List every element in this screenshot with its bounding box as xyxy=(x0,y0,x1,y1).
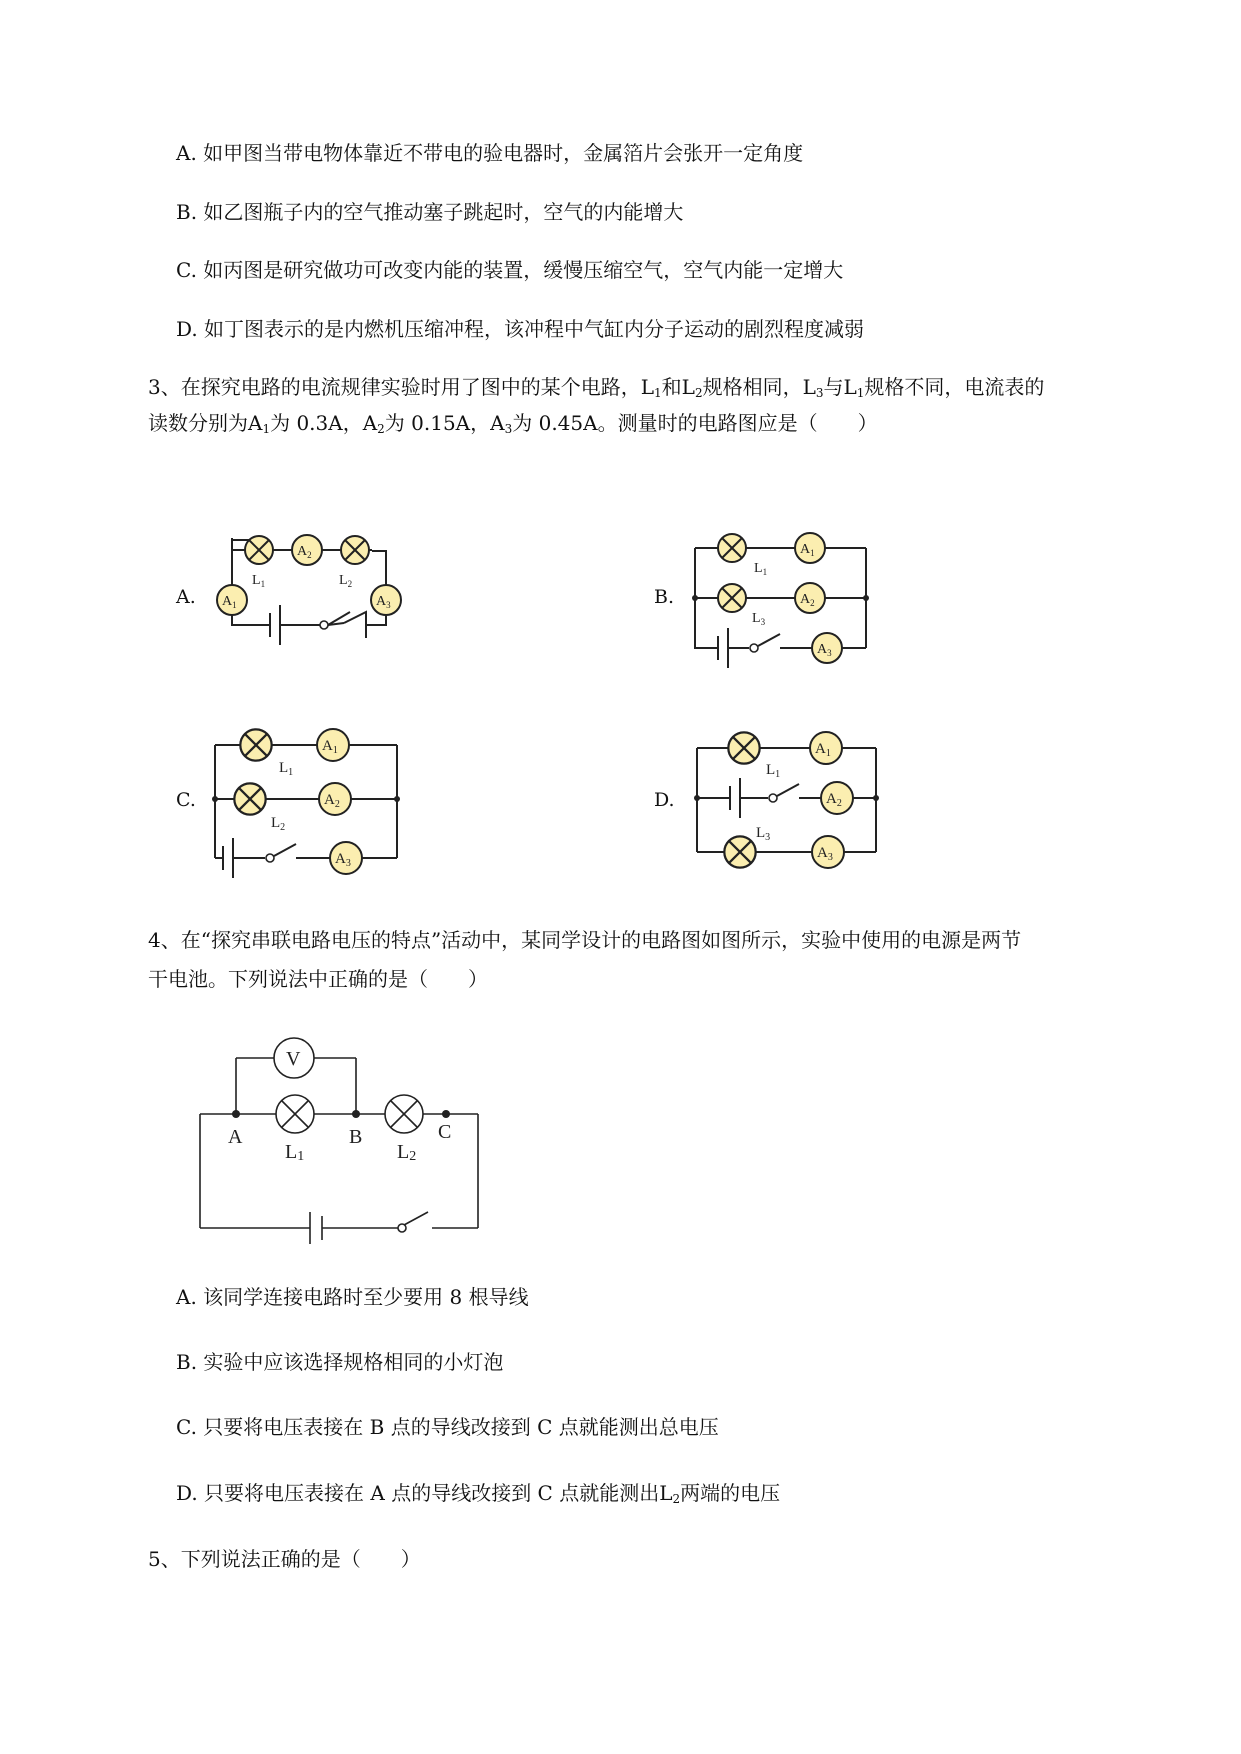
q3-option-a-label: A. xyxy=(176,586,196,608)
d-ammeter1-label: $A_1$ xyxy=(815,741,831,759)
d-ammeter2-label: $A_2$ xyxy=(826,791,842,809)
q3-option-d-label: D. xyxy=(654,789,675,811)
l1-label: L1 xyxy=(285,1141,305,1164)
c-lamp2-label: $L_2$ xyxy=(271,815,286,833)
circuit-q4 xyxy=(200,1058,478,1244)
b-ammeter2-label: $A_2$ xyxy=(800,592,815,608)
d-lamp1-label: $L_1$ xyxy=(766,762,781,780)
q5-stem: 5、下列说法正确的是（ ） xyxy=(148,1547,421,1571)
q2-option-d: D. 如丁图表示的是内燃机压缩冲程，该冲程中气缸内分子运动的剧烈程度减弱 xyxy=(176,317,865,341)
q3-stem-line1: 3、在探究电路的电流规律实验时用了图中的某个电路，$L_1$和$L_2$规格相同，$L_3$与$L_1$规格不同，电流表的 xyxy=(148,375,1045,400)
circuit-c-parts xyxy=(212,729,400,874)
b-lamp1-label: $L_1$ xyxy=(754,561,768,577)
point-c-label: C xyxy=(438,1121,452,1143)
q4-stem-line2: 干电池。下列说法中正确的是（ ） xyxy=(148,967,488,991)
q4-option-a: A. 该同学连接电路时至少要用 8 根导线 xyxy=(176,1285,529,1309)
q4-option-b: B. 实验中应该选择规格相同的小灯泡 xyxy=(176,1350,504,1374)
lamp-l1 xyxy=(276,1095,314,1133)
a-ammeter1-label: $A_1$ xyxy=(222,594,237,610)
point-c-dot xyxy=(442,1110,450,1118)
c-ammeter2-label: $A_2$ xyxy=(324,792,340,810)
a-lamp2-label: $L_2$ xyxy=(339,573,353,589)
a-ammeter2-label: $A_2$ xyxy=(297,544,312,560)
lamp-l2 xyxy=(385,1095,423,1133)
q2-option-a: A. 如甲图当带电物体靠近不带电的验电器时，金属箔片会张开一定角度 xyxy=(176,141,804,165)
q3-stem-line2: 读数分别为$A_1$为 0.3A，$A_2$为 0.15A，$A_3$为 0.45A。测量时的电路图应是（ ） xyxy=(148,411,878,436)
c-lamp1-label: $L_1$ xyxy=(279,760,294,778)
switch-contact xyxy=(398,1224,406,1232)
point-b-label: B xyxy=(349,1126,363,1148)
q2-option-b: B. 如乙图瓶子内的空气推动塞子跳起时，空气的内能增大 xyxy=(176,200,684,224)
q4-option-d: D. 只要将电压表接在 A 点的导线改接到 C 点就能测出$L_2$两端的电压 xyxy=(176,1481,781,1506)
b-lamp3-label: $L_3$ xyxy=(752,611,766,627)
a-ammeter3-label: $A_3$ xyxy=(376,594,391,610)
point-a-label: A xyxy=(228,1126,243,1148)
l2-label: L2 xyxy=(397,1141,417,1164)
q4-stem-line1: 4、在“探究串联电路电压的特点”活动中，某同学设计的电路图如图所示，实验中使用的电源是两节 xyxy=(148,928,1022,952)
voltmeter-label: V xyxy=(286,1048,301,1070)
b-ammeter1-label: $A_1$ xyxy=(800,542,815,558)
b-ammeter3-label: $A_3$ xyxy=(817,642,832,658)
circuit-d-parts xyxy=(694,732,879,868)
point-a-dot xyxy=(232,1110,240,1118)
q3-option-c-label: C. xyxy=(176,789,196,811)
c-ammeter1-label: $A_1$ xyxy=(322,738,338,756)
c-ammeter3-label: $A_3$ xyxy=(335,851,351,869)
circuit-q4-parts xyxy=(232,1038,450,1232)
d-lamp3-label: $L_3$ xyxy=(756,825,771,843)
q2-option-c: C. 如丙图是研究做功可改变内能的装置，缓慢压缩空气，空气内能一定增大 xyxy=(176,258,844,282)
q4-option-c: C. 只要将电压表接在 B 点的导线改接到 C 点就能测出总电压 xyxy=(176,1415,719,1439)
d-ammeter3-label: $A_3$ xyxy=(817,845,833,863)
point-b-dot xyxy=(352,1110,360,1118)
q3-option-b-label: B. xyxy=(654,586,675,608)
a-lamp1-label: $L_1$ xyxy=(252,573,266,589)
